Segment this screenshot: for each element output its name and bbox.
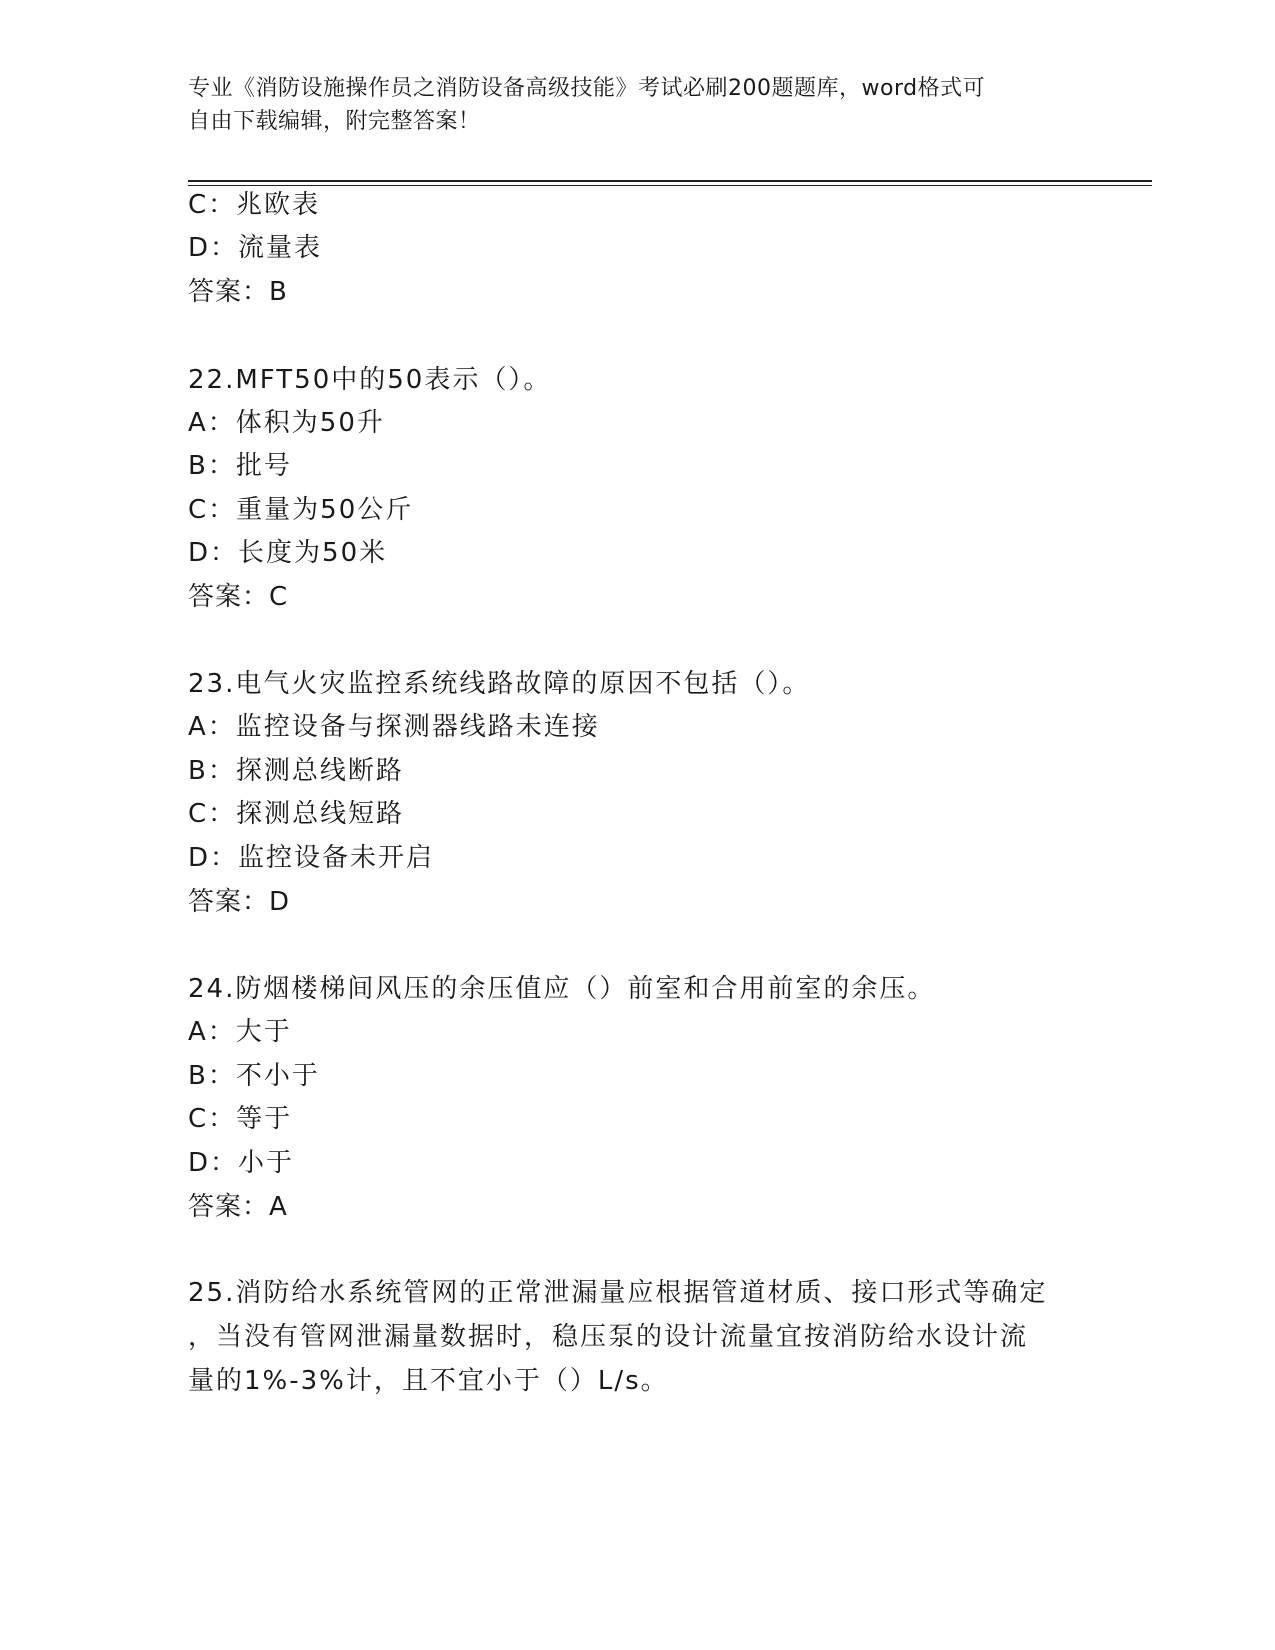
document-header: [188, 72, 1088, 138]
q23-answer: 答案：D: [188, 887, 291, 917]
q21-option-d: D：流量表: [188, 233, 323, 263]
q21-answer: 答案：B: [188, 277, 288, 307]
q24-answer: 答案：A: [188, 1192, 288, 1222]
q22-option-a: A：体积为50升: [188, 408, 385, 438]
q25-stem-line-3: 量的1%-3%计，且不宜小于（）L/s。: [188, 1366, 669, 1396]
q22-answer: 答案：C: [188, 582, 289, 612]
q22-option-c: C：重量为50公斤: [188, 495, 414, 525]
q24-option-b: B：不小于: [188, 1061, 320, 1091]
q24-option-c: C：等于: [188, 1104, 293, 1134]
header-divider: [188, 180, 1152, 182]
header-line-2: 自由下载编辑，附完整答案！: [188, 109, 481, 134]
q23-option-c: C：探测总线短路: [188, 799, 405, 829]
header-line-1: 专业《消防设施操作员之消防设备高级技能》考试必刷200题题库，word格式可: [188, 76, 986, 101]
q25-stem-line-1: 25.消防给水系统管网的正常泄漏量应根据管道材质、接口形式等确定: [188, 1278, 1048, 1308]
q23-stem: 23.电气火灾监控系统线路故障的原因不包括（）。: [188, 669, 811, 699]
q23-option-a: A：监控设备与探测器线路未连接: [188, 712, 600, 742]
q23-option-d: D：监控设备未开启: [188, 843, 435, 873]
q24-option-a: A：大于: [188, 1017, 292, 1047]
header-divider-thin: [188, 185, 1152, 186]
q25-stem-line-2: ，当没有管网泄漏量数据时，稳压泵的设计流量宜按消防给水设计流: [188, 1322, 1029, 1352]
q24-stem: 24.防烟楼梯间风压的余压值应（）前室和合用前室的余压。: [188, 974, 936, 1004]
q23-option-b: B：探测总线断路: [188, 756, 404, 786]
q21-option-c: C：兆欧表: [188, 190, 321, 220]
q24-option-d: D：小于: [188, 1148, 295, 1178]
q22-stem: 22.MFT50中的50表示（）。: [188, 365, 552, 395]
q22-option-d: D：长度为50米: [188, 538, 388, 568]
q22-option-b: B：批号: [188, 451, 292, 481]
